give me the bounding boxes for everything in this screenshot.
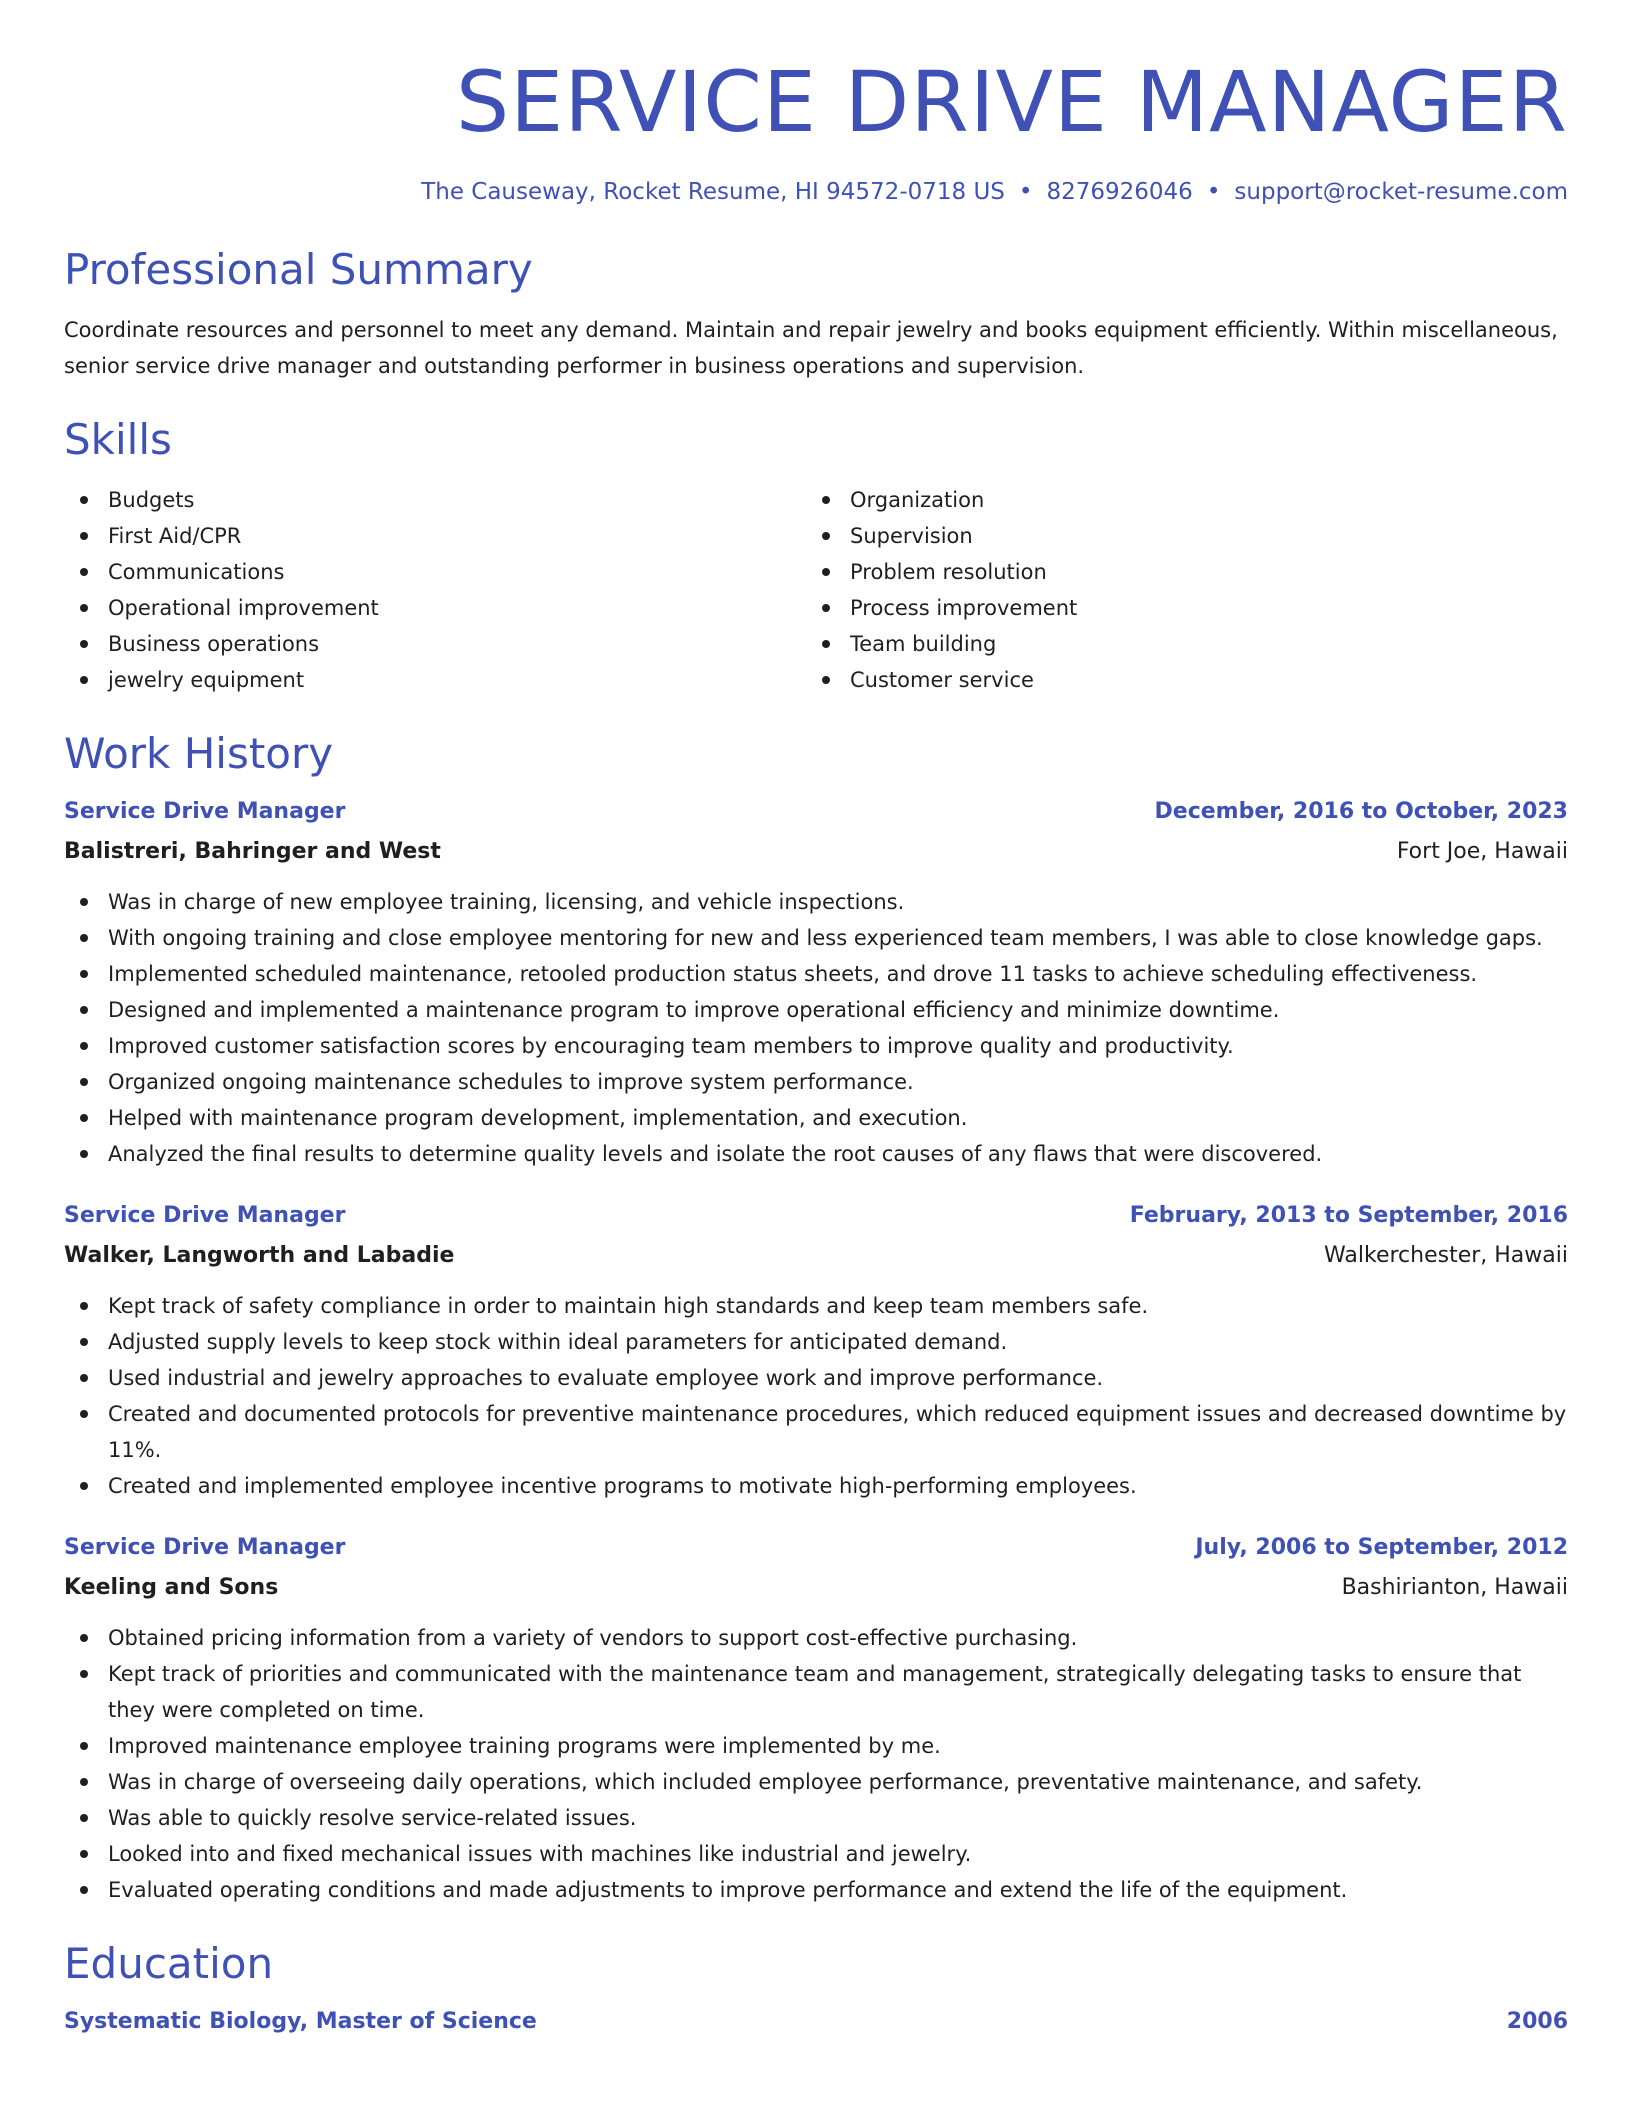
job-duties-list [64,1620,1568,1908]
job-duty-item: Improved maintenance employee training programs were implemented by me. [64,1728,1568,1764]
skill-item: Customer service [806,662,1548,698]
job-entry [64,1528,1568,1908]
skill-item: Communications [64,554,806,590]
contact-separator: • [1018,179,1033,205]
job-header-row [64,792,1568,832]
skill-item: Business operations [64,626,806,662]
skill-item: jewelry equipment [64,662,806,698]
contact-phone[interactable]: 8276926046 [1046,179,1193,205]
job-duty-item: Obtained pricing information from a variety of vendors to support cost-effective purchasing. [64,1620,1568,1656]
job-location: Fort Joe, Hawaii [1396,839,1568,864]
skill-item: Team building [806,626,1548,662]
resume-page [64,0,1568,2042]
job-dates: February, 2013 to September, 2016 [1129,1203,1568,1228]
job-duty-item: Kept track of priorities and communicated with the maintenance team and management, strategically delegating tasks to ensure that they were completed on time. [64,1656,1568,1728]
job-duty-item: Designed and implemented a maintenance program to improve operational efficiency and minimize downtime. [64,992,1568,1028]
job-title: Service Drive Manager [64,1203,346,1228]
skill-item: Supervision [806,518,1548,554]
contact-address: The Causeway, Rocket Resume, HI 94572-0718 US [421,179,1005,205]
job-duty-item: Implemented scheduled maintenance, retooled production status sheets, and drove 11 tasks to achieve scheduling effectiveness. [64,956,1568,992]
job-duties-list [64,1288,1568,1504]
job-company: Walker, Langworth and Labadie [64,1243,455,1268]
skill-item: Process improvement [806,590,1548,626]
summary-text: Coordinate resources and personnel to meet any demand. Maintain and repair jewelry and books equipment efficiently. Within miscellaneous, senior service drive manager and outstanding performer in business operations and supervision. [64,318,1558,378]
job-duty-item: Analyzed the final results to determine quality levels and isolate the root causes of any flaws that were discovered. [64,1136,1568,1172]
job-company-row [64,1568,1568,1608]
skills-column-right [806,482,1548,698]
education-entry [64,2002,1568,2042]
skill-item: First Aid/CPR [64,518,806,554]
job-duties-list [64,884,1568,1172]
skill-item: Operational improvement [64,590,806,626]
contact-email[interactable]: support@rocket-resume.com [1234,179,1568,205]
job-duty-item: Evaluated operating conditions and made adjustments to improve performance and extend the life of the equipment. [64,1872,1568,1908]
job-duty-item: Was in charge of new employee training, licensing, and vehicle inspections. [64,884,1568,920]
skill-item: Budgets [64,482,806,518]
skills-heading: Skills [64,415,172,464]
job-dates: December, 2016 to October, 2023 [1154,799,1568,824]
job-header-row [64,1196,1568,1236]
education-degree: Systematic Biology, Master of Science [64,2009,537,2034]
job-header-row [64,1528,1568,1568]
job-company: Balistreri, Bahringer and West [64,839,441,864]
skills-list [64,482,1568,698]
education-heading: Education [64,1939,274,1988]
job-title: Service Drive Manager [64,1535,346,1560]
job-dates: July, 2006 to September, 2012 [1195,1535,1568,1560]
resume-name: SERVICE DRIVE MANAGER [455,53,1568,151]
job-company-row [64,1236,1568,1276]
job-entry [64,792,1568,1172]
job-duty-item: Adjusted supply levels to keep stock within ideal parameters for anticipated demand. [64,1324,1568,1360]
job-duty-item: Improved customer satisfaction scores by encouraging team members to improve quality and productivity. [64,1028,1568,1064]
job-duty-item: Created and implemented employee incentive programs to motivate high-performing employees. [64,1468,1568,1504]
education-year: 2006 [1506,2009,1568,2034]
summary-heading: Professional Summary [64,245,533,294]
skills-column-left [64,482,806,698]
job-location: Walkerchester, Hawaii [1324,1243,1568,1268]
skill-item: Organization [806,482,1548,518]
job-entry [64,1196,1568,1504]
work-history-heading: Work History [64,729,334,778]
job-duty-item: Was in charge of overseeing daily operations, which included employee performance, preventative maintenance, and safety. [64,1764,1568,1800]
job-duty-item: Was able to quickly resolve service-related issues. [64,1800,1568,1836]
contact-line [64,176,1568,208]
job-duty-item: Organized ongoing maintenance schedules to improve system performance. [64,1064,1568,1100]
skill-item: Problem resolution [806,554,1548,590]
job-duty-item: Looked into and fixed mechanical issues with machines like industrial and jewelry. [64,1836,1568,1872]
job-duty-item: Kept track of safety compliance in order to maintain high standards and keep team members safe. [64,1288,1568,1324]
job-company-row [64,832,1568,872]
job-duty-item: With ongoing training and close employee mentoring for new and less experienced team members, I was able to close knowledge gaps. [64,920,1568,956]
job-title: Service Drive Manager [64,799,346,824]
job-location: Bashirianton, Hawaii [1341,1575,1568,1600]
job-duty-item: Helped with maintenance program development, implementation, and execution. [64,1100,1568,1136]
contact-separator: • [1206,179,1221,205]
job-duty-item: Created and documented protocols for preventive maintenance procedures, which reduced equipment issues and decreased downtime by 11%. [64,1396,1568,1468]
job-company: Keeling and Sons [64,1575,279,1600]
job-duty-item: Used industrial and jewelry approaches to evaluate employee work and improve performance. [64,1360,1568,1396]
